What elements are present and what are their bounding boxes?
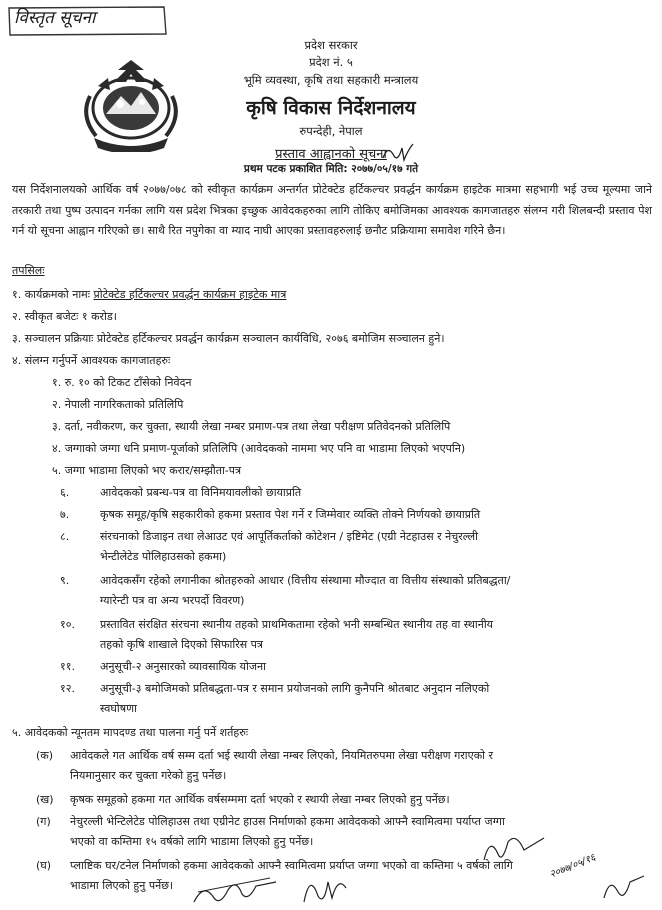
signature-2	[298, 868, 358, 908]
section-5-conditions: ५. आवेदकको न्यूनतम मापदण्ड तथा पालना गर्नु पर्ने शर्तहरुः	[12, 726, 249, 739]
intro-paragraph: यस निर्देशनालयको आर्थिक वर्ष २०७७/०७८ को स्वीकृत कार्यक्रम अन्तर्गत प्रोटेक्टेड हर्टिकल्चर प्रवर्द्धन कार्यक्रम हाइटेक मात्रमा सहभागी भई उच्च मूल्यमा जाने तरकारी तथा पुष्प उत्पादन गर्नका लागि यस प्रदेश भित्रका इच्छुक आवेदकहरुका लागि तोकिए बमोजिमका आवश्यक कागजातहरु संलग्न गरी शिलबन्दी प्रस्ताव पेश गर्न यो सूचना आह्वान गरिएको छ। साथै रित नपुगेका वा म्याद नाघी आएका प्रस्तावहरुलाई छनौट प्रक्रियामा समावेश गरिने छैन।	[12, 183, 652, 237]
doc-item-2: २. नेपाली नागरिकताको प्रतिलिपि	[52, 398, 184, 411]
doc-item-8-number: ८.	[60, 530, 70, 543]
notice-title: प्रस्ताव आह्वानको सूचना	[275, 147, 387, 162]
doc-item-10-number: १०.	[60, 618, 75, 631]
doc-item-9-cont: ग्यारेन्टी पत्र वा अन्य भरपर्दो विवरण)	[100, 594, 245, 607]
doc-item-4: ४. जग्गाको जग्गा धनि प्रमाण-पूर्जाको प्रतिलिपि (आवेदकको नाममा भए पनि वा भाडामा लिएको भएपनि)	[52, 442, 466, 455]
doc-item-6: आवेदकको प्रबन्ध-पत्र वा विनिमयावलीको छायाप्रति	[100, 486, 302, 499]
doc-item-10: प्रस्तावित संरक्षित संरचना स्थानीय तहको प्राथमिकतामा रहेको भनी सम्बन्धित स्थानीय तह वा स्थानीय	[100, 618, 494, 631]
signature-1	[190, 872, 280, 908]
section-1-number: १.	[12, 288, 22, 301]
doc-item-5: ५. जग्गा भाडामा लिएको भए करार/सम्झौता-पत्र	[52, 464, 242, 477]
office-name: कृषि विकास निर्देशनालय	[246, 97, 416, 119]
doc-item-7-number: ७.	[60, 508, 70, 521]
doc-item-12-cont: स्वघोषणा	[100, 702, 137, 715]
detailed-notice-stamp	[6, 4, 172, 34]
condition-ka: आवेदकले गत आर्थिक वर्ष सम्म दर्ता भई स्थायी लेखा नम्बर लिएको, नियमितरुपमा लेखा परीक्षण गराएको र	[70, 749, 494, 762]
doc-item-8: संरचनाको डिजाइन तथा लेआउट एवं आपूर्तिकर्ताको कोटेशन / इष्टिमेट (एग्री नेटहाउस र नेचुरल्ली	[100, 530, 478, 543]
signature-date: २०७७/०५/१६	[548, 852, 598, 881]
condition-gha-cont: भाडामा लिएको हुनु पर्नेछ।	[70, 879, 174, 892]
doc-item-6-number: ६.	[60, 486, 70, 499]
province-number: प्रदेश नं. ५	[309, 55, 353, 69]
signature-3	[480, 830, 550, 870]
section-2-budget: २. स्वीकृत बजेटः १ करोड।	[12, 310, 117, 323]
condition-ka-number: (क)	[36, 749, 54, 762]
condition-gha: प्लाष्टिक घर/टनेल निर्माणको हकमा आवेदकको आफ्नै स्वामित्वमा प्रर्याप्त जग्गा भएको वा कम्तिमा ५ वर्षको लागि	[70, 859, 513, 872]
doc-item-1: १. रु. १० को टिकट टाँसेको निवेदन	[52, 376, 192, 389]
condition-kha: कृषक समूहको हकमा गत आर्थिक वर्षसम्ममा दर्ता भएको र स्थायी लेखा नम्बर लिएको हुनु पर्नेछ।	[70, 793, 450, 806]
condition-ga-cont: भएको वा कम्तिमा १५ वर्षको लागि भाडामा लिएको हुनु पर्नेछ।	[70, 835, 314, 848]
government-name: प्रदेश सरकार	[304, 38, 358, 52]
condition-ka-cont: नियमानुसार कर चुक्ता गरेको हुनु पर्नेछ।	[70, 769, 227, 782]
condition-ga-number: (ग)	[36, 815, 51, 828]
doc-item-10-cont: तहको कृषि शाखाले दिएको सिफारिस पत्र	[100, 638, 263, 651]
condition-ga: नेचुरल्ली भेन्टिलेटेड पोलिहाउस तथा एग्रीनेट हाउस निर्माणको हकमा आवेदकको आफ्नै स्वामित्वमा पर्याप्त जग्गा	[70, 815, 505, 828]
condition-kha-number: (ख)	[36, 793, 54, 806]
doc-item-11-number: ११.	[60, 660, 75, 673]
section-4-documents: ४. संलग्न गर्नुपर्ने आवश्यक कागजातहरुः	[12, 354, 171, 367]
office-location: रुपन्देही, नेपाल	[299, 124, 363, 138]
stamp-text: विस्तृत सूचना	[14, 8, 96, 28]
doc-item-9-number: ९.	[60, 574, 70, 587]
doc-item-9: आवेदकसँग रहेको लगानीका श्रोतहरुको आधार (वित्तीय संस्थामा मौज्दात वा वित्तीय संस्थाको प्रतिबद्धता/	[100, 574, 511, 587]
doc-item-7: कृषक समूह/कृषि सहकारीको हकमा प्रस्ताव पेश गर्ने र जिम्मेवार व्यक्ति तोक्ने निर्णयको छायाप्रति	[100, 508, 481, 521]
program-name: प्रोटेक्टेड हर्टिकल्चर प्रवर्द्धन कार्यक्रम हाइटेक मात्र	[93, 288, 287, 301]
section-3-procedure: ३. सञ्चालन प्रक्रियाः प्रोटेक्टेड हर्टिकल्चर प्रवर्द्धन कार्यक्रम सञ्चालन कार्यविधि, २०७६ बमोजिम सञ्चालन हुने।	[12, 332, 445, 345]
section-1-label: कार्यक्रमको नामः	[24, 288, 90, 301]
doc-item-11: अनुसूची-२ अनुसारको व्यावसायिक योजना	[100, 660, 266, 673]
initial-mark	[380, 140, 416, 166]
condition-gha-number: (घ)	[36, 859, 52, 872]
publication-date: प्रथम पटक प्रकाशित मिति: २०७७/०५/१७ गते	[243, 163, 419, 175]
signature-4	[600, 870, 650, 906]
details-label: तपसिलः	[12, 264, 45, 277]
section-1	[12, 287, 286, 302]
doc-item-12-number: १२.	[60, 682, 75, 695]
ministry-name: भूमि व्यवस्था, कृषि तथा सहकारी मन्त्रालय	[243, 73, 419, 87]
doc-item-3: ३. दर्ता, नवीकरण, कर चुक्ता, स्थायी लेखा नम्बर प्रमाण-पत्र तथा लेखा परीक्षण प्रतिवेदनको प्रतिलिपि	[52, 420, 451, 433]
doc-item-12: अनुसूची-३ बमोजिमको प्रतिबद्धता-पत्र र समान प्रयोजनको लागि कुनैपनि श्रोतबाट अनुदान नलिएको	[100, 682, 490, 695]
doc-item-8-cont: भेन्टीलेटेड पोलिहाउसको हकमा)	[100, 550, 227, 563]
